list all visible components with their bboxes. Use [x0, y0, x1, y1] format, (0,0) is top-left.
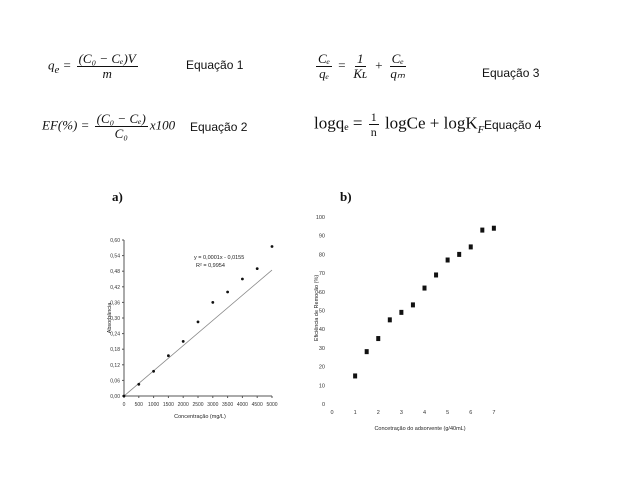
- chart-a-y-tick-label: 0,36: [110, 300, 120, 307]
- chart-a-y-tick-label: 0,12: [110, 362, 120, 369]
- chart-a-y-tick-label: 0,54: [110, 253, 120, 260]
- chart-b-y-tick-label: 40: [318, 327, 325, 334]
- eq4-rhs: logCe + logK: [384, 113, 478, 133]
- chart-a-x-tick-label: 4500: [251, 402, 263, 408]
- chart-a-y-tick-label: 0,42: [110, 284, 120, 291]
- chart-b-y-tick-label: 100: [315, 215, 325, 221]
- eq4-rhs-sub: F: [477, 123, 485, 136]
- eq2-numerator: (C₀ − Cₑ): [96, 111, 146, 126]
- chart-b-y-tick-label: 0: [321, 402, 325, 408]
- panel-b-label: b): [340, 189, 352, 204]
- chart-b-point: [388, 317, 392, 322]
- chart-b-y-tick-label: 70: [318, 271, 325, 278]
- eq3-left-denominator: qₑ: [319, 66, 329, 81]
- chart-b-point: [376, 336, 380, 341]
- eq3-numerator-1: 1: [357, 51, 364, 66]
- panel-a-label: a): [112, 189, 123, 204]
- chart-a-x-tick-label: 5000: [266, 402, 278, 408]
- eq3-denominator-1: Kʟ: [353, 66, 368, 81]
- chart-b-point: [399, 310, 403, 315]
- eq1-lhs: q: [48, 57, 55, 73]
- chart-b-y-tick-label: 60: [318, 289, 325, 296]
- chart-b-point: [469, 244, 473, 249]
- chart-a-equation-text: y = 0,0001x - 0,0155: [194, 255, 245, 261]
- eq3-denominator-2: qₘ: [390, 66, 406, 81]
- chart-b-x-tick-label: 4: [422, 410, 427, 416]
- eq4-denominator: n: [370, 125, 377, 139]
- eq4-lhs: logqₑ: [314, 113, 349, 133]
- chart-a-x-tick-label: 3000: [207, 402, 219, 408]
- equation-3-label: Equação 3: [482, 66, 540, 80]
- chart-b-point: [446, 258, 450, 263]
- chart-a-r2-text: R² = 0,9954: [196, 263, 225, 269]
- eq3-left-numerator: Cₑ: [318, 51, 331, 66]
- chart-b-y-tick-label: 50: [318, 308, 325, 315]
- chart-a-x-tick-label: 500: [134, 402, 143, 408]
- eq4-equals: =: [352, 113, 363, 133]
- chart-a-x-tick-label: 1500: [162, 402, 174, 408]
- eq3-numerator-2: Cₑ: [391, 51, 404, 66]
- eq1-lhs-sub: e: [54, 64, 60, 77]
- chart-a-y-tick-label: 0,60: [110, 238, 120, 244]
- chart-b-point: [411, 302, 415, 307]
- eq3-equals: =: [337, 57, 347, 73]
- chart-a-y-tick-label: 0,18: [110, 347, 120, 354]
- chart-b-x-tick-label: 2: [376, 410, 380, 416]
- chart-b-x-tick-label: 3: [399, 410, 403, 416]
- chart-b-point: [457, 252, 461, 257]
- chart-b-point: [423, 286, 427, 291]
- chart-a-x-tick-label: 0: [122, 402, 126, 408]
- chart-b-x-tick-label: 6: [469, 410, 473, 416]
- eq2-tail: x100: [149, 117, 176, 133]
- eq2-denominator: C₀: [114, 126, 128, 141]
- chart-a-x-tick-label: 2000: [177, 402, 189, 408]
- eq2-lhs: EF(%): [42, 117, 78, 133]
- chart-b-x-tick-label: 7: [492, 410, 496, 416]
- chart-a-y-tick-label: 0,06: [110, 378, 120, 385]
- chart-b-x-tick-label: 0: [330, 410, 334, 416]
- chart-b-x-tick-label: 5: [446, 410, 450, 416]
- chart-b-x-tick-label: 1: [353, 410, 357, 416]
- chart-b-y-tick-label: 80: [318, 252, 325, 259]
- chart-a-x-tick-label: 1000: [148, 402, 160, 408]
- chart-a-x-tick-label: 2500: [192, 402, 204, 408]
- chart-b-point: [365, 349, 369, 354]
- chart-b-y-tick-label: 90: [318, 233, 325, 240]
- chart-b-point: [434, 272, 438, 277]
- eq1-numerator: (C₀ − Cₑ)V: [78, 51, 136, 66]
- chart-a-x-tick-label: 3500: [222, 402, 234, 408]
- chart-a-x-label: Concentração (mg/L): [174, 414, 226, 420]
- chart-b-point: [480, 228, 484, 233]
- chart-b-point: [353, 373, 357, 378]
- equation-1-label: Equação 1: [186, 58, 244, 72]
- chart-b-y-tick-label: 10: [318, 383, 325, 390]
- eq4-numerator: 1: [370, 110, 377, 124]
- chart-b-y-label: Eficiência de Remoção (%): [314, 274, 320, 342]
- equation-2-label: Equação 2: [190, 120, 248, 134]
- chart-a-y-tick-label: 0,24: [110, 331, 120, 338]
- eq1-equals: =: [62, 57, 72, 73]
- chart-b-point: [492, 226, 496, 231]
- chart-a-y-label: Absorbância: [107, 302, 113, 334]
- eq1-denominator: m: [102, 66, 112, 81]
- chart-a-y-tick-label: 0,30: [110, 316, 120, 322]
- chart-a-x-tick-label: 4000: [236, 402, 248, 408]
- chart-a-y-tick-label: 0,00: [110, 394, 120, 400]
- chart-b-x-label: Concetração do adsorvente (g/40mL): [374, 426, 466, 432]
- chart-a-y-tick-label: 0,48: [110, 269, 120, 276]
- eq2-equals: =: [80, 117, 90, 133]
- chart-b-y-tick-label: 20: [318, 364, 325, 371]
- eq3-plus: +: [374, 57, 384, 73]
- equation-4-label: Equação 4: [484, 118, 542, 132]
- chart-b-y-tick-label: 30: [318, 345, 325, 352]
